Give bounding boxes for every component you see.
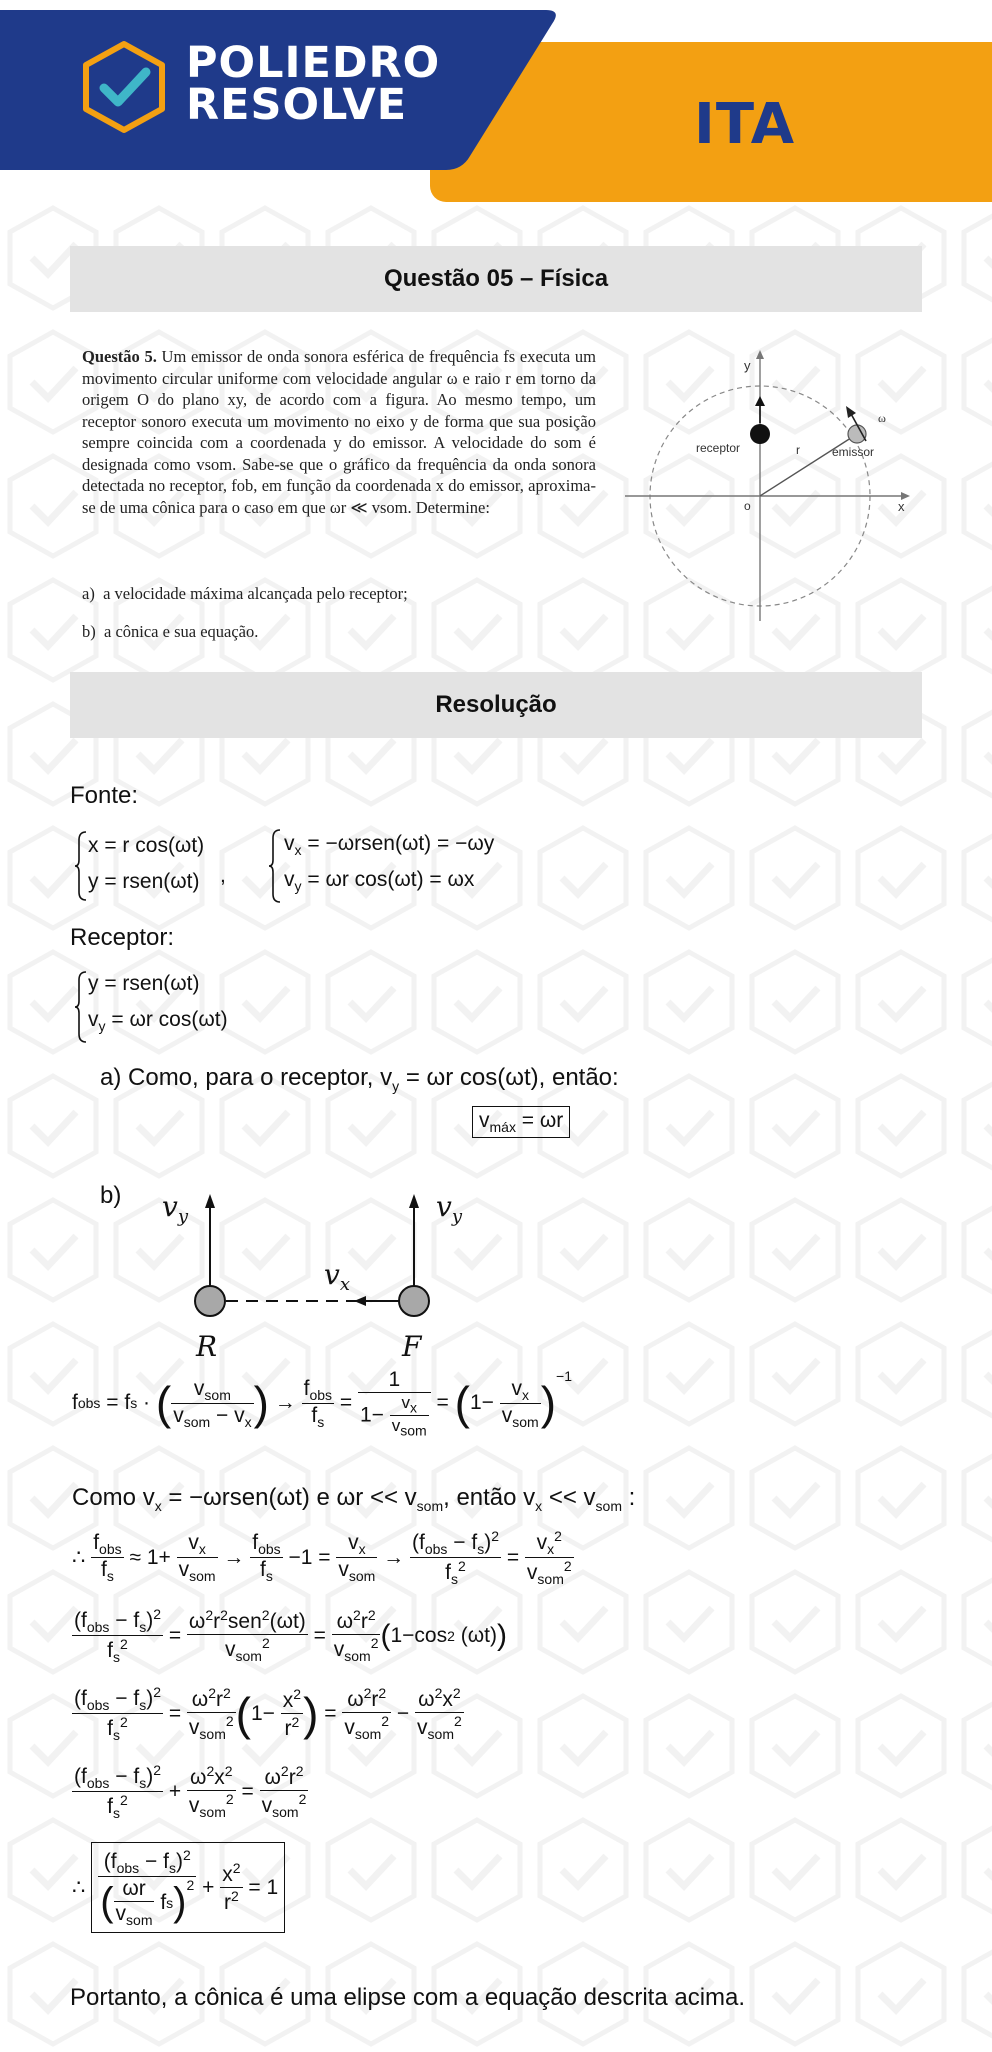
figure-axis-y: y — [744, 358, 751, 373]
item-b-letter: b) — [82, 622, 96, 641]
figure-origin: o — [744, 499, 751, 513]
diagram-F: F — [402, 1330, 422, 1363]
question-title-bar: Questão 05 – Física — [70, 246, 922, 312]
vmax-result: = ωr — [521, 1109, 564, 1132]
como-text-5: : — [622, 1484, 636, 1511]
derivation-line-3: $\frac{(f_{obs} - f_s)^2}{f_s^2}$ = $\frac{\omega^2r^2}{v_{som}^2}$ ( 1− $\frac{x^2}{r^2}$ ) = $\frac{\omega^2r^2}{v_{som}^2}$ − $\frac{\omega^2x^2}{v_{som}^2}$ — [74, 1684, 462, 1744]
final-equation-box: $(f_{obs} - f_s)^2$ ( $\frac{\omega r}{v_{som}}$ f s ) $^2$ + $\frac{x^2}{r^2}$ = 1 — [91, 1842, 285, 1933]
receptor-label: Receptor: — [70, 924, 175, 951]
fonte-label: Fonte: — [70, 782, 139, 809]
figure-radius-label: r — [796, 443, 800, 457]
derivation-line-4: $\frac{(f_{obs} - f_s)^2}{f_s^2}$ + $\frac{\omega^2x^2}{v_{som}^2}$ = $\frac{\omega^2r^2}{v_{som}^2}$ — [74, 1762, 307, 1822]
fonte-vx-eq: $v_x$ = −ωrsen(ωt) = −ωy — [284, 832, 495, 859]
figure-emissor-label: emissor — [832, 445, 875, 459]
question-label: Questão 5. — [82, 347, 157, 366]
final-equation: ∴ $(f_{obs} - f_s)^2$ ( $\frac{\omega r}{v_{som}}$ f s ) $^2$ + $\frac{x^2}{r^2}$ = 1 — [72, 1842, 285, 1933]
question-item-a — [82, 584, 408, 604]
receptor-vy-eq: $v_y = \omega r$ cos(ωt) — [88, 1008, 228, 1035]
logo-line1: POLIEDRO — [186, 38, 441, 88]
item-a-intro: a) Como, para o receptor, — [100, 1064, 374, 1091]
item-a-line: a) Como, para o receptor, $v_y = \omega r$ cos(ωt), então: — [100, 1064, 619, 1094]
derivation-line-2: $\frac{(f_{obs} - f_s)^2}{f_s^2}$ = $\frac{\omega^2r^2sen^2(\omega t)}{v_{som}^2}$ = $\frac{\omega^2r^2}{v_{som}^2}$ ( 1−cos 2 (ωt) ) — [74, 1606, 507, 1666]
question-figure — [620, 346, 920, 626]
approximation-line: ∴ $\frac{f_{obs}}{f_s}$ ≈ 1+ $\frac{v_x}{v_{som}}$ → $\frac{f_{obs}}{f_s}$ −1 = $\frac{v_x}{v_{som}}$ → $\frac{(f_{obs} - f_s)^2}{f_s^2}$ = $\frac{v_x^2}{v_{som}^2}$ — [72, 1528, 572, 1588]
diagram-R: R — [196, 1330, 218, 1363]
fonte-vx-rhs: = −ωrsen(ωt) = −ωy — [307, 832, 495, 855]
conclusion-text: Portanto, a cônica é uma elipse com a equação descrita acima. — [70, 1984, 746, 2011]
como-text-4: << v — [542, 1484, 596, 1511]
como-text-1: Como v — [72, 1484, 155, 1511]
question-item-b — [82, 622, 258, 642]
brace-fonte-pos — [74, 830, 88, 902]
item-a-text: a velocidade máxima alcançada pelo receptor; — [103, 584, 408, 603]
como-text-2: = −ωrsen(ωt) e ωr << v — [161, 1484, 417, 1511]
question-text: Um emissor de onda sonora esférica de frequência fs executa um movimento circular uniforme com velocidade angular ω e raio r em torno da origem O do plano xy, de acordo com a figura. Ao mesmo tempo, um receptor sonoro executa um movimento no eixo y de forma que sua posição sempre coincida com a coordenada y do emissor. A velocidade do som é designada como vsom. Sabe-se que o gráfico da frequência da onda sonora detectada no receptor, fob, em função da coordenada x do emissor, aproxima-se de uma cônica para o caso em que ωr ≪ vsom. Determine: — [82, 347, 597, 517]
item-b-diagram — [150, 1180, 490, 1370]
logo-line2: RESOLVE — [186, 80, 408, 130]
diagram-vy-left: $v_y$ — [162, 1190, 188, 1227]
figure-receptor-label: receptor — [696, 441, 741, 455]
receptor-y-eq: y = rsen(ωt) — [88, 972, 200, 995]
fobs-expression: f obs = f s · ( $\frac{v_{som}}{v_{som} - v_x}$ ) → $\frac{f_{obs}}{f_s}$ = 1 1− $\frac{v_x}{v_{som}}$ = ( 1− $\frac{v_x}{v_{som}}$ ) $^{-1}$ — [72, 1368, 572, 1439]
figure-axis-x: x — [898, 499, 905, 514]
receptor-vy-rhs: = ωr cos(ωt) — [111, 1008, 228, 1031]
brace-fonte-vel — [268, 828, 282, 904]
como-line: Como $v_x$ = −ωrsen(ωt) e $\omega r << v_{som}$, então $v_x << v_{som}$ : — [72, 1484, 636, 1514]
item-b-label: b) — [100, 1182, 122, 1209]
figure-omega-label: ω — [878, 411, 886, 425]
fonte-vy-rhs: = ωr cos(ωt) = ωx — [307, 868, 475, 891]
brace-receptor — [74, 970, 88, 1044]
resolution-title-bar: Resolução — [70, 672, 922, 738]
diagram-vy-right: $v_y$ — [436, 1190, 462, 1227]
fonte-x-eq: x = r cos(ωt) — [88, 834, 205, 857]
check-hexagon-icon — [80, 40, 168, 134]
item-a-middle: = ωr cos(ωt), então: — [405, 1064, 619, 1091]
como-text-3: , então v — [443, 1484, 536, 1511]
question-statement — [82, 346, 596, 518]
vmax-result-box: $v_{máx} = \omega r$ — [472, 1106, 570, 1138]
item-b-text: a cônica e sua equação. — [104, 622, 259, 641]
exam-name: ITA — [694, 92, 796, 157]
fonte-vy-eq: $v_y = \omega r$ cos(ωt) = ωx — [284, 868, 475, 895]
fonte-comma: , — [220, 864, 226, 887]
diagram-vx: $v_x$ — [324, 1258, 350, 1295]
fonte-y-eq: y = rsen(ωt) — [88, 870, 200, 893]
item-a-letter: a) — [82, 584, 95, 603]
